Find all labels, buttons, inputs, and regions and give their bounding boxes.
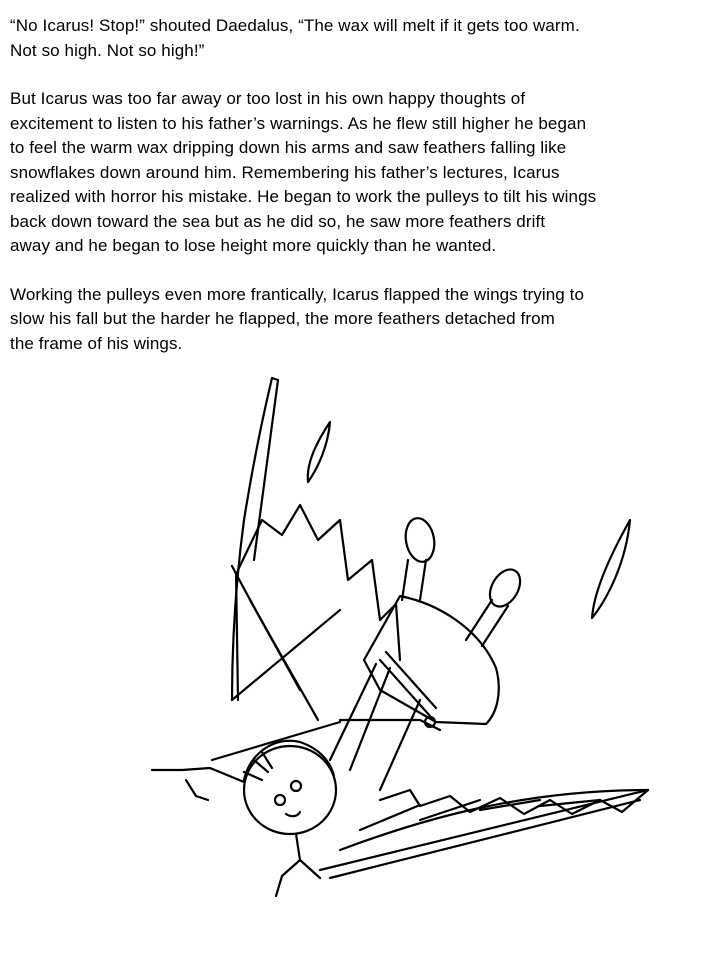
- paragraph-1: [10, 14, 710, 63]
- falling-icarus-icon: [0, 360, 720, 960]
- text-line: away and he began to lose height more quickly than he wanted.: [10, 236, 497, 255]
- text-line: “No Icarus! Stop!” shouted Daedalus, “The wax will melt if it gets too warm.: [10, 16, 580, 35]
- text-line: Working the pulleys even more frantically, Icarus flapped the wings trying to: [10, 284, 585, 304]
- text-line: excitement to listen to his father’s warnings. As he flew still higher he began: [10, 113, 587, 133]
- paragraph-3: [10, 283, 710, 357]
- lower-wing-icon: [320, 790, 648, 878]
- feather-icon: [308, 422, 330, 482]
- text-line: back down toward the sea but as he did so, he saw more feathers drift: [10, 211, 546, 231]
- story-text: [10, 14, 710, 380]
- head-icon: [244, 741, 336, 834]
- text-line: Not so high. Not so high!”: [10, 40, 205, 60]
- arm-icon: [276, 834, 320, 896]
- text-line: the frame of his wings.: [10, 333, 183, 353]
- text-line: realized with horror his mistake. He began to work the pulleys to tilt his wings: [10, 187, 597, 206]
- paragraph-2: [10, 87, 710, 259]
- text-line: to feel the warm wax dripping down his arms and saw feathers falling like: [10, 138, 567, 157]
- feather-icon: [592, 520, 630, 618]
- text-line: slow his fall but the harder he flapped, the more feathers detached from: [10, 309, 555, 328]
- text-line: But Icarus was too far away or too lost in his own happy thoughts of: [10, 89, 526, 108]
- text-line: snowflakes down around him. Remembering his father’s lectures, Icarus: [10, 162, 560, 182]
- arm-icon: [152, 768, 244, 800]
